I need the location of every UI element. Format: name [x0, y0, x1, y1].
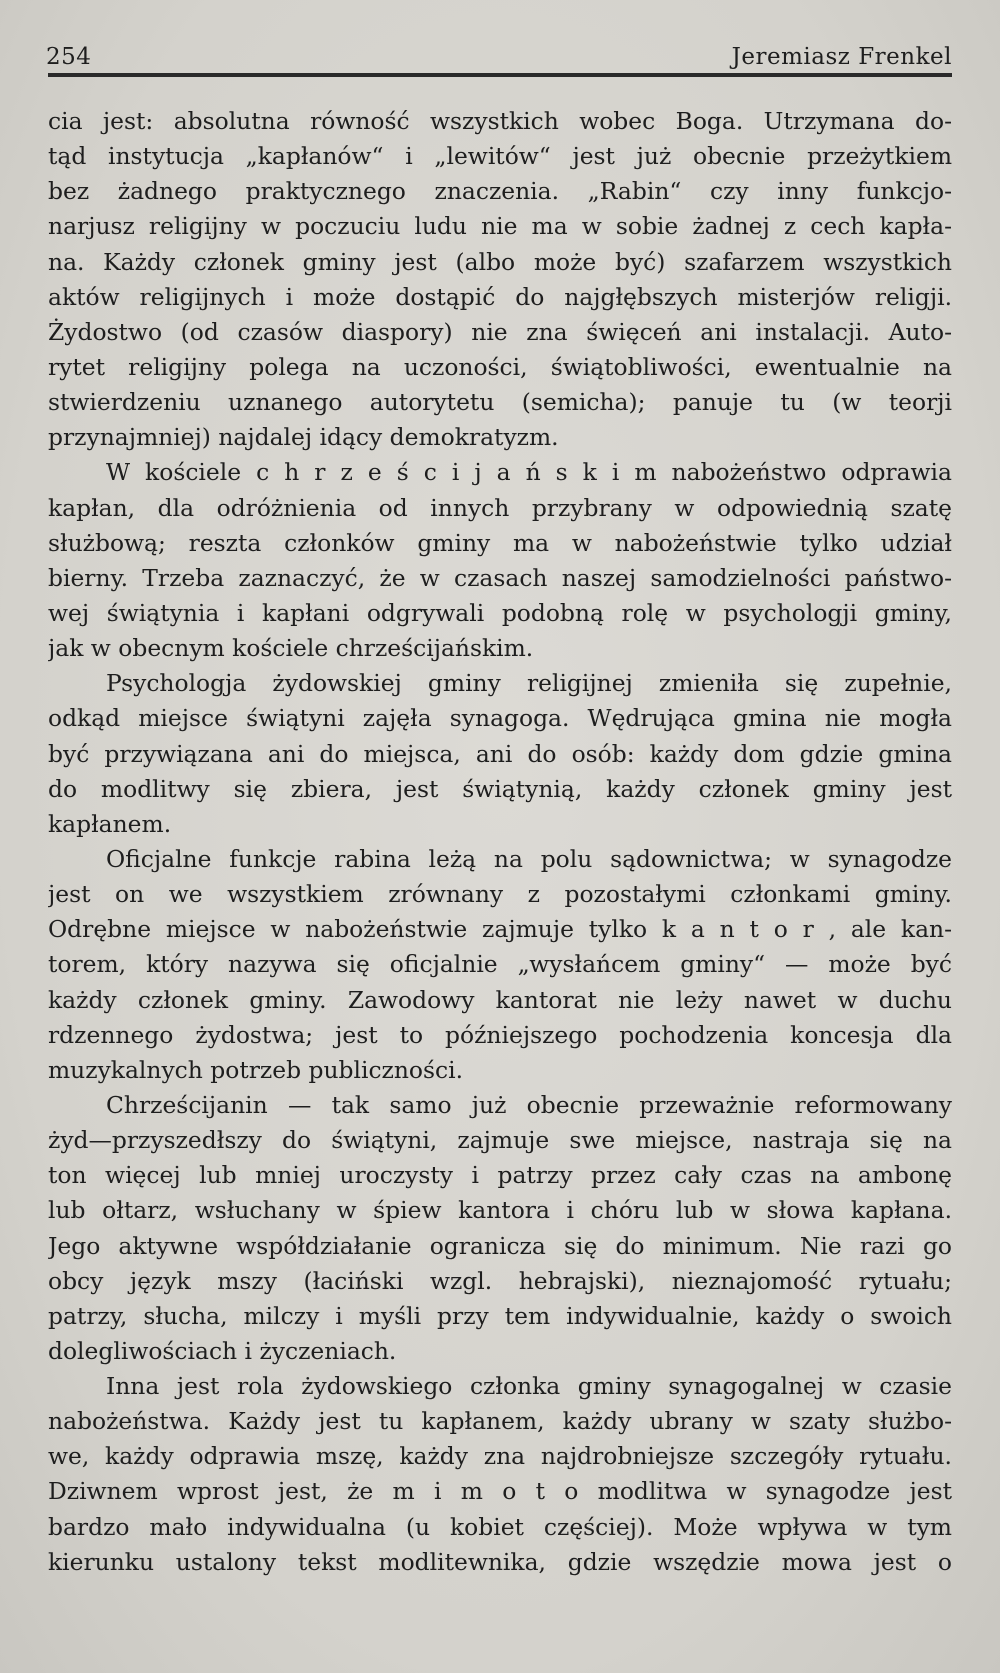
text-line: nabożeństwa. Każdy jest tu kapłanem, każdy ubrany w szaty służbo- [48, 1407, 952, 1436]
text-line: być przywiązana ani do miejsca, ani do osób: każdy dom gdzie gmina [48, 739, 952, 768]
text-line: Oficjalne funkcje rabina leżą na polu sądownictwa; w synagodze [106, 844, 952, 873]
text-line: Chrześcijanin — tak samo już obecnie przeważnie reformowany [106, 1090, 952, 1119]
text-line: jak w obecnym kościele chrześcijańskim. [48, 634, 534, 663]
page-number: 254 [46, 44, 92, 70]
text-line: narjusz religijny w poczuciu ludu nie ma w sobie żadnej z cech kapła- [48, 212, 952, 241]
header-rule [48, 73, 952, 77]
text-line: żyd—przyszedłszy do świątyni, zajmuje swe miejsce, nastraja się na [48, 1126, 952, 1155]
text-line: kapłanem. [48, 809, 172, 838]
text-line: bierny. Trzeba zaznaczyć, że w czasach naszej samodzielności państwo- [48, 563, 952, 592]
text-line: rytet religijny polega na uczoności, świątobliwości, ewentualnie na [48, 352, 952, 381]
text-line: Jego aktywne współdziałanie ogranicza się do minimum. Nie razi go [48, 1231, 952, 1260]
text-line: dolegliwościach i życzeniach. [48, 1336, 397, 1365]
text-line: Inna jest rola żydowskiego członka gminy synagogalnej w czasie [106, 1372, 952, 1401]
text-line: obcy język mszy (łaciński wzgl. hebrajski), nieznajomość rytuału; [48, 1266, 952, 1295]
text-line: rdzennego żydostwa; jest to późniejszego pochodzenia koncesja dla [48, 1020, 952, 1049]
text-line: przynajmniej) najdalej idący demokratyzm. [48, 423, 559, 452]
text-line: patrzy, słucha, milczy i myśli przy tem indywidualnie, każdy o swoich [48, 1301, 952, 1330]
text-line: Odrębne miejsce w nabożeństwie zajmuje tylko k a n t o r , ale kan- [48, 915, 952, 944]
text-line: ton więcej lub mniej uroczysty i patrzy przez cały czas na ambonę [48, 1161, 952, 1190]
text-line: torem, który nazywa się oficjalnie „wysłańcem gminy“ — może być [48, 950, 952, 979]
running-head: Jeremiasz Frenkel [731, 44, 952, 70]
text-line: lub ołtarz, wsłuchany w śpiew kantora i chóru lub w słowa kapłana. [48, 1196, 952, 1225]
text-line: we, każdy odprawia mszę, każdy zna najdrobniejsze szczegóły rytuału. [48, 1442, 952, 1471]
text-line: bardzo mało indywidualna (u kobiet częściej). Może wpływa w tym [48, 1512, 952, 1541]
text-line: służbową; reszta członków gminy ma w nabożeństwie tylko udział [48, 528, 952, 557]
text-line: bez żadnego praktycznego znaczenia. „Rabin“ czy inny funkcjo- [48, 177, 952, 206]
text-line: cia jest: absolutna równość wszystkich wobec Boga. Utrzymana do- [48, 107, 952, 135]
text-line: kapłan, dla odróżnienia od innych przybrany w odpowiednią szatę [48, 493, 952, 522]
body-text [48, 104, 952, 1580]
text-line: Dziwnem wprost jest, że m i m o t o modlitwa w synagodze jest [48, 1477, 952, 1506]
text-line: aktów religijnych i może dostąpić do najgłębszych misterjów religji. [48, 282, 952, 311]
text-line: tąd instytucja „kapłanów“ i „lewitów“ jest już obecnie przeżytkiem [48, 142, 952, 171]
text-line: każdy członek gminy. Zawodowy kantorat nie leży nawet w duchu [48, 985, 952, 1014]
text-line: wej świątynia i kapłani odgrywali podobną rolę w psychologji gminy, [48, 598, 952, 627]
text-line: jest on we wszystkiem zrównany z pozostałymi członkami gminy. [48, 880, 952, 909]
page-header [46, 40, 952, 74]
text-line: Żydostwo (od czasów diaspory) nie zna święceń ani instalacji. Auto- [48, 317, 952, 346]
text-line: stwierdzeniu uznanego autorytetu (semicha); panuje tu (w teorji [48, 388, 952, 417]
text-line: odkąd miejsce świątyni zajęła synagoga. Wędrująca gmina nie mogła [48, 704, 952, 733]
text-line: muzykalnych potrzeb publiczności. [48, 1055, 464, 1084]
text-line: Psychologja żydowskiej gminy religijnej zmieniła się zupełnie, [106, 669, 952, 698]
text-line: kierunku ustalony tekst modlitewnika, gdzie wszędzie mowa jest o [48, 1547, 952, 1576]
text-line: W kościele c h r z e ś c i j a ń s k i m nabożeństwo odprawia [106, 458, 952, 487]
text-line: na. Każdy członek gminy jest (albo może być) szafarzem wszystkich [48, 247, 952, 276]
text-line: do modlitwy się zbiera, jest świątynią, każdy członek gminy jest [48, 774, 952, 803]
